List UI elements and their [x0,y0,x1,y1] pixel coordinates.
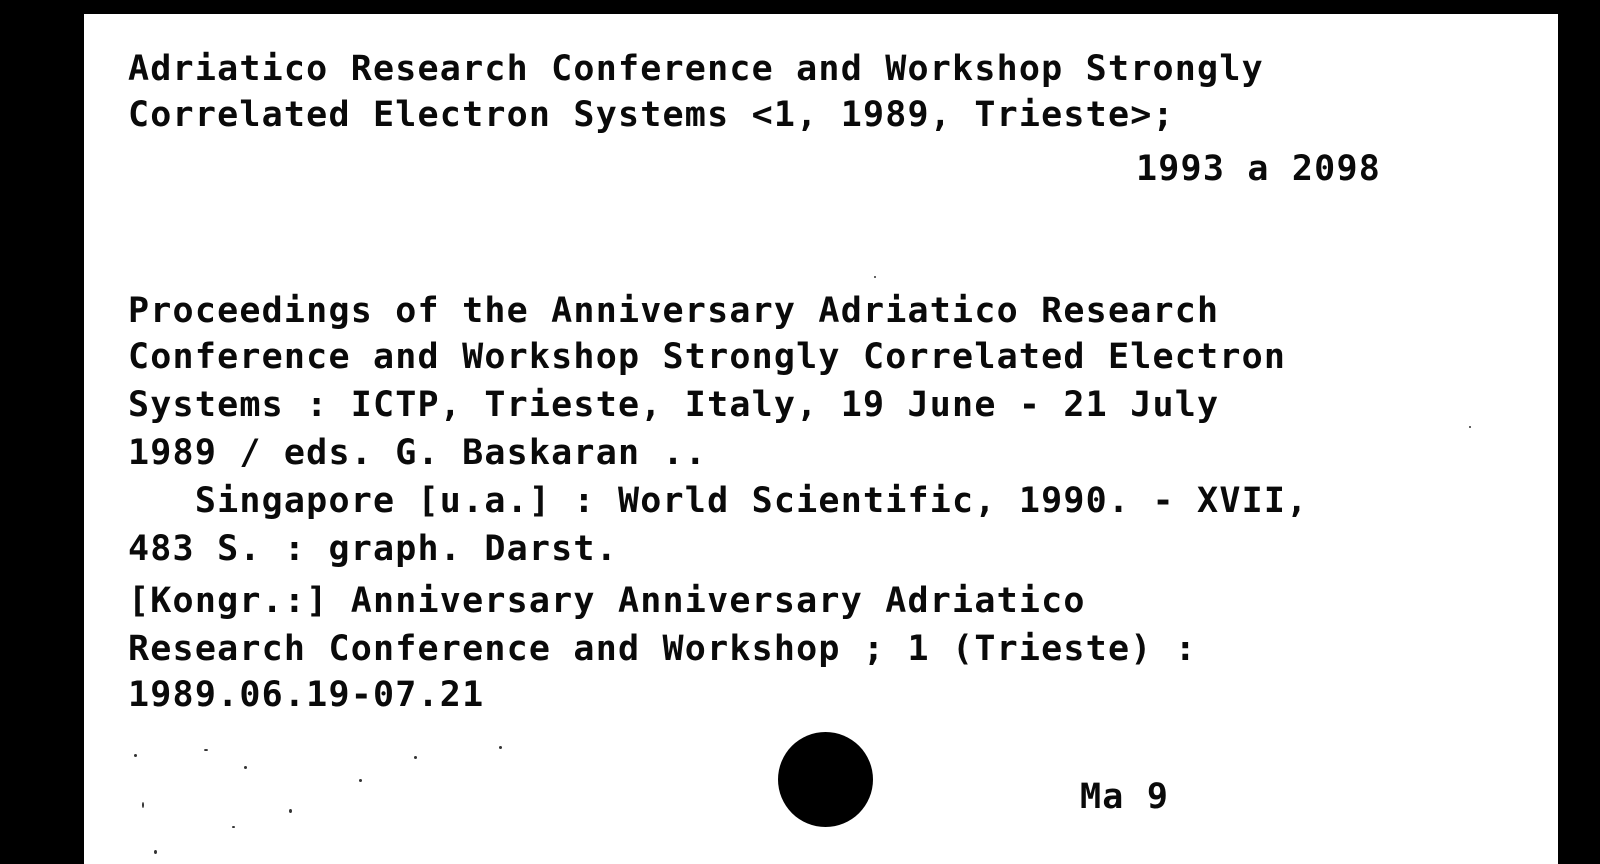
scan-speck [289,809,292,813]
scan-speck [1469,426,1471,428]
congress-line-2: Research Conference and Workshop ; 1 (Trieste) : [128,629,1198,669]
classification-mark: Ma 9 [1080,777,1170,817]
scan-speck [499,746,502,749]
shelfmark: 1993 a 2098 [1136,149,1381,189]
title-line-1: Proceedings of the Anniversary Adriatico Research [128,291,1220,331]
scan-speck [359,779,362,782]
congress-line-3: 1989.06.19-07.21 [128,675,485,715]
scan-speck [204,749,208,751]
title-line-4: 1989 / eds. G. Baskaran .. [128,433,708,473]
scan-speck [874,276,876,278]
scan-speck [154,850,157,854]
congress-line-1: [Kongr.:] Anniversary Anniversary Adriatico [128,581,1086,621]
title-line-2: Conference and Workshop Strongly Correlated Electron [128,337,1287,377]
imprint-line-1: Singapore [u.a.] : World Scientific, 1990. - XVII, [128,481,1309,521]
heading-line-2: Correlated Electron Systems <1, 1989, Trieste>; [128,95,1175,135]
imprint-line-2: 483 S. : graph. Darst. [128,529,618,569]
catalog-card [84,14,1558,864]
scan-speck [134,754,137,757]
scan-speck [414,756,417,759]
scan-speck [142,802,144,808]
heading-line-1: Adriatico Research Conference and Workshop Strongly [128,49,1264,89]
scan-speck [244,766,247,769]
scan-speck [232,826,235,828]
title-line-3: Systems : ICTP, Trieste, Italy, 19 June - 21 July [128,385,1220,425]
punch-hole [778,732,873,827]
